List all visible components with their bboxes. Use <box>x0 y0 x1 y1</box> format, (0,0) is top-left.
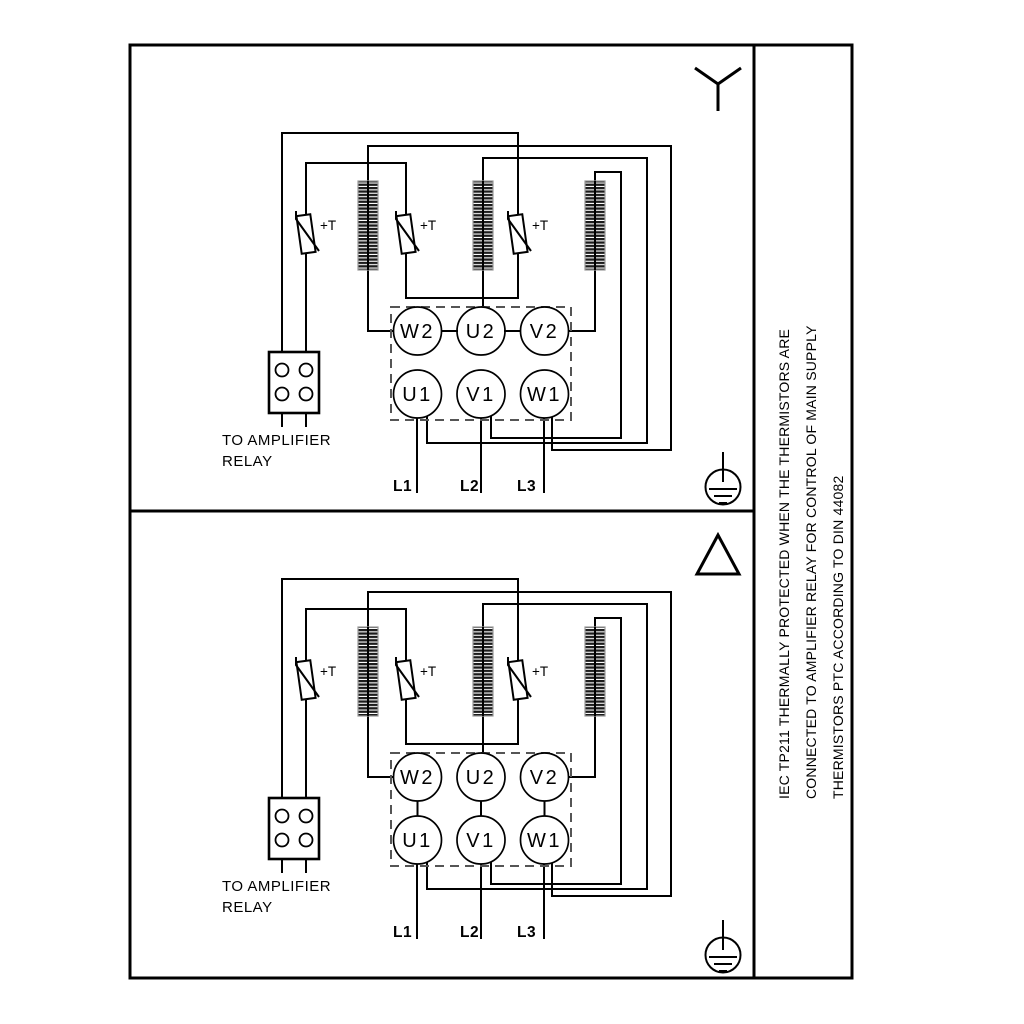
panel-delta <box>222 535 741 973</box>
terminal-v2: V2 <box>529 321 560 343</box>
wire-thermistor2-thermistor3 <box>406 253 518 298</box>
thermistor-1-label: +T <box>320 664 337 679</box>
amplifier-relay-block <box>222 352 331 470</box>
relay-caption-line2: RELAY <box>222 899 273 916</box>
sidebar-note-line1: IEC TP211 THERMALLY PROTECTED WHEN THE THERMISTORS ARE <box>776 328 792 799</box>
terminal-v2: V2 <box>529 767 560 789</box>
earth-ground-icon <box>706 452 741 505</box>
thermistor-3-label: +T <box>532 664 549 679</box>
thermistors <box>296 211 548 254</box>
terminal-w2: W2 <box>400 767 435 789</box>
panel-star <box>222 68 741 505</box>
thermistor-1 <box>296 657 336 700</box>
sidebar-note <box>776 325 846 799</box>
winding-u-coil <box>473 181 493 270</box>
thermistor-3 <box>508 211 548 254</box>
label-l2: L2 <box>460 478 480 495</box>
terminal-u1: U1 <box>402 384 433 406</box>
wire-thermistor1-thermistor2 <box>306 163 406 215</box>
thermistor-3 <box>508 657 548 700</box>
motor-windings <box>358 181 605 270</box>
earth-ground-icon <box>706 920 741 973</box>
delta-bridge-links <box>418 801 545 817</box>
label-l3: L3 <box>517 478 537 495</box>
label-l2: L2 <box>460 924 480 941</box>
wire-thermistor1-thermistor2 <box>306 609 406 661</box>
supply-labels <box>393 924 536 941</box>
wire-thermistor2-thermistor3 <box>406 699 518 744</box>
thermistor-1-label: +T <box>320 218 337 233</box>
winding-u-coil <box>473 627 493 716</box>
thermistor-2 <box>396 211 436 254</box>
motor-windings <box>358 627 605 716</box>
wire-winding3-v2 <box>568 716 595 777</box>
thermistor-1 <box>296 211 336 254</box>
thermistors <box>296 657 548 700</box>
winding-w-coil <box>358 181 378 270</box>
sidebar-note-line3: THERMISTORS PTC ACCORDING TO DIN 44082 <box>830 475 846 799</box>
relay-caption-line1: TO AMPLIFIER <box>222 432 332 449</box>
amplifier-relay-block <box>222 798 331 916</box>
terminal-board <box>391 307 571 420</box>
wire-relay-leads <box>282 859 306 873</box>
supply-labels <box>393 478 536 495</box>
terminal-w2: W2 <box>400 321 435 343</box>
winding-v-coil <box>585 181 605 270</box>
wire-winding3-v2 <box>568 270 595 331</box>
label-l1: L1 <box>393 478 413 495</box>
terminal-board <box>391 753 571 866</box>
delta-icon <box>697 535 739 574</box>
relay-caption-line2: RELAY <box>222 453 273 470</box>
thermistor-2-label: +T <box>420 664 437 679</box>
label-l1: L1 <box>393 924 413 941</box>
sidebar-note-line2: CONNECTED TO AMPLIFIER RELAY FOR CONTROL OF MAIN SUPPLY <box>803 325 819 799</box>
wire-relay-leads <box>282 413 306 427</box>
winding-w-coil <box>358 627 378 716</box>
thermistor-2 <box>396 657 436 700</box>
terminal-u1: U1 <box>402 830 433 852</box>
thermistor-2-label: +T <box>420 218 437 233</box>
label-l3: L3 <box>517 924 537 941</box>
terminal-u2: U2 <box>465 321 497 343</box>
relay-caption-line1: TO AMPLIFIER <box>222 878 332 895</box>
thermistor-3-label: +T <box>532 218 549 233</box>
star-icon <box>695 68 741 111</box>
terminal-v1: V1 <box>466 384 496 406</box>
terminal-w1: W1 <box>527 384 562 406</box>
terminal-v1: V1 <box>466 830 496 852</box>
terminal-w1: W1 <box>527 830 562 852</box>
winding-v-coil <box>585 627 605 716</box>
terminal-u2: U2 <box>465 767 497 789</box>
